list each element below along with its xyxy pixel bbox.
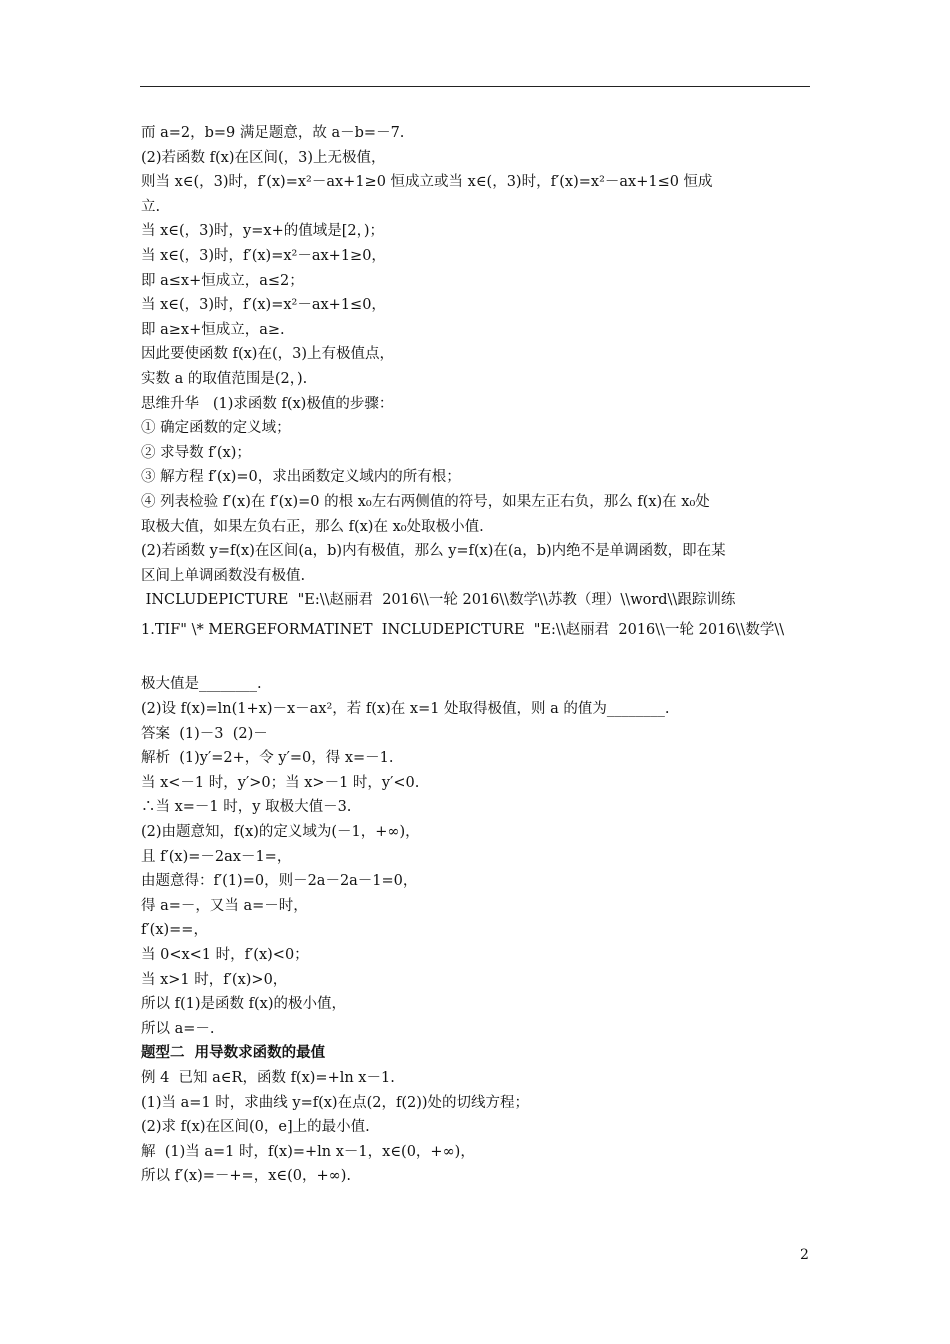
text-line: 即 a≤x+恒成立，a≤2；: [141, 272, 304, 289]
text-line: 当 x<－1 时，y′>0；当 x>－1 时，y′<0.: [141, 774, 420, 791]
text-line: 区间上单调函数没有极值.: [141, 567, 306, 584]
text-line: INCLUDEPICTURE "E:\\赵丽君 2016\\一轮 2016\\数学\\苏教（理）\\word\\跟踪训练: [141, 592, 736, 609]
text-line: 立.: [141, 198, 161, 215]
text-line: 思维升华 (1)求函数 f(x)极值的步骤：: [141, 395, 394, 412]
text-line: 因此要使函数 f(x)在(，3)上有极值点，: [141, 346, 395, 363]
text-line: 且 f′(x)=－2ax－1=，: [141, 848, 292, 865]
text-line: (2)求 f(x)在区间(0，e]上的最小值.: [141, 1119, 370, 1136]
text-line: ③ 解方程 f′(x)=0，求出函数定义域内的所有根；: [141, 469, 461, 486]
text-line: (2)若函数 f(x)在区间(，3)上无极值，: [141, 149, 386, 166]
text-line: 极大值是________.: [141, 676, 262, 693]
text-line: (2)设 f(x)=ln(1+x)－x－ax²，若 f(x)在 x=1 处取得极值，则 a 的值为________.: [141, 701, 670, 718]
text-line: ∴当 x=－1 时，y 取极大值－3.: [141, 799, 352, 816]
page-content: [141, 121, 813, 1189]
text-line: 当 x>1 时，f′(x)>0，: [141, 971, 288, 988]
text-line: 所以 f′(x)=－+=，x∈(0，+∞).: [141, 1168, 351, 1185]
text-line: 解析 (1)y′=2+，令 y′=0，得 x=－1.: [141, 750, 394, 767]
text-line: (2)由题意知，f(x)的定义域为(－1，+∞)，: [141, 824, 420, 841]
text-line: 当 x∈(，3)时，y=x+的值域是[2，)；: [141, 223, 385, 240]
text-line: 取极大值，如果左负右正，那么 f(x)在 x₀处取极小值.: [141, 518, 484, 535]
text-line: 1.TIF" \* MERGEFORMATINET INCLUDEPICTURE "E:\\赵丽君 2016\\一轮 2016\\数学\\: [141, 621, 785, 638]
section-title: 题型二 用导数求函数的最值: [141, 1045, 326, 1062]
text-line: 得 a=－，又当 a=－时，: [141, 897, 308, 914]
text-line: ① 确定函数的定义域；: [141, 420, 291, 437]
text-line: 当 x∈(，3)时，f′(x)=x²－ax+1≤0，: [141, 297, 386, 314]
text-line: 例 4 已知 a∈R，函数 f(x)=+ln x－1.: [141, 1069, 395, 1086]
text-line: 则当 x∈(，3)时，f′(x)=x²－ax+1≥0 恒成立或当 x∈(，3)时，f′(x)=x²－ax+1≤0 恒成: [141, 174, 713, 191]
text-line: (1)当 a=1 时，求曲线 y=f(x)在点(2，f(2))处的切线方程；: [141, 1094, 530, 1111]
text-line: 由题意得：f′(1)=0，则－2a－2a－1=0，: [141, 873, 418, 890]
text-line: 当 0<x<1 时，f′(x)<0；: [141, 947, 309, 963]
text-line: 实数 a 的取值范围是(2，).: [141, 370, 308, 387]
text-line: 所以 f(1)是函数 f(x)的极小值，: [141, 996, 346, 1013]
text-line: 答案 (1)－3 (2)－: [141, 725, 268, 742]
text-line: ② 求导数 f′(x)；: [141, 444, 251, 461]
text-line: ④ 列表检验 f′(x)在 f′(x)=0 的根 x₀左右两侧值的符号，如果左正右负，那么 f(x)在 x₀处: [141, 493, 710, 510]
text-line: (2)若函数 y=f(x)在区间(a，b)内有极值，那么 y=f(x)在(a，b)内绝不是单调函数，即在某: [141, 543, 726, 560]
text-line: 即 a≥x+恒成立，a≥.: [141, 321, 285, 338]
header-rule: [140, 86, 810, 87]
text-line: 而 a=2，b=9 满足题意，故 a－b=－7.: [141, 125, 405, 141]
text-line: 所以 a=－.: [141, 1020, 215, 1037]
text-line-with-label: [141, 648, 813, 673]
text-line: 解 (1)当 a=1 时，f(x)=+ln x－1，x∈(0，+∞)，: [141, 1143, 475, 1160]
text-line: f′(x)==，: [141, 922, 208, 939]
text-line: 当 x∈(，3)时，f′(x)=x²－ax+1≥0，: [141, 247, 386, 264]
page-number: 2: [800, 1247, 809, 1263]
